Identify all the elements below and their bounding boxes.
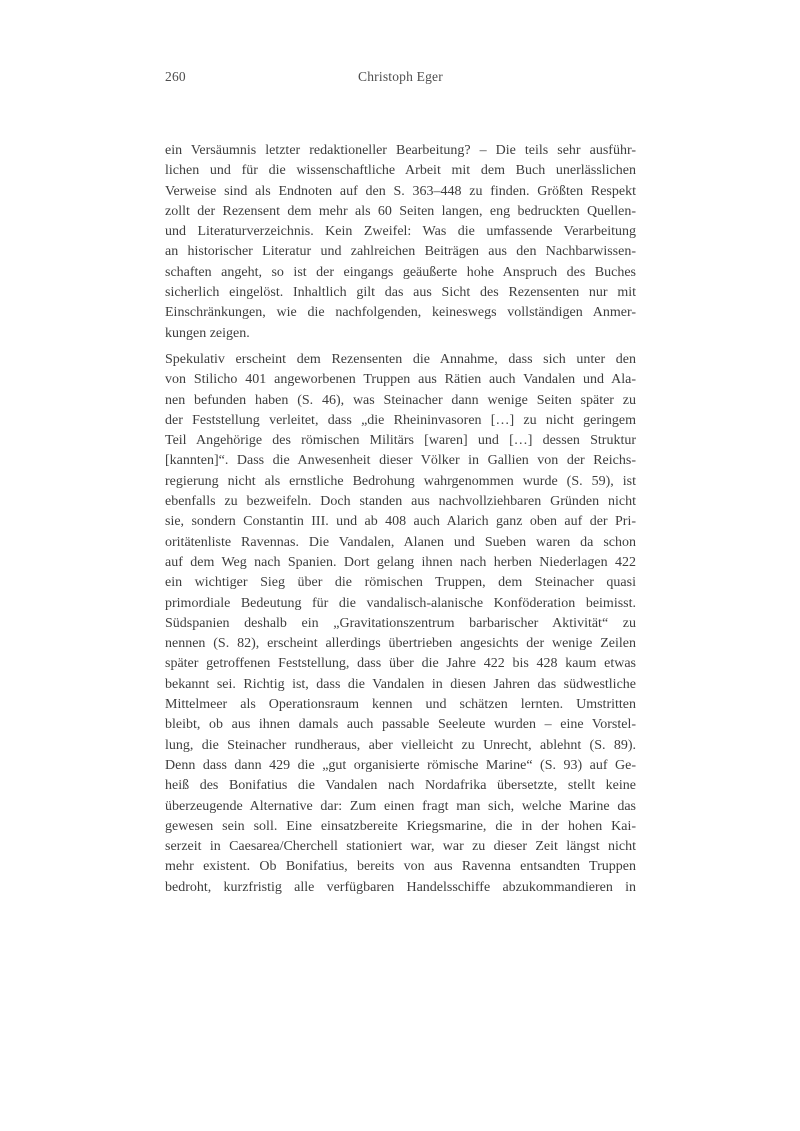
text-line: bekannt sei. Richtig ist, dass die Vandalen in diesen Jahren das südwestliche: [165, 676, 636, 692]
text-line: heiß des Bonifatius die Vandalen nach Nordafrika übersetzte, stellt keine: [165, 778, 636, 794]
page-number: 260: [165, 69, 186, 84]
page-header: [165, 69, 636, 85]
text-line: ebenfalls zu bezweifeln. Doch standen aus nachvollziehbaren Gründen nicht: [165, 494, 636, 510]
text-line: ein Versäumnis letzter redaktioneller Bearbeitung? – Die teils sehr ausführ-: [165, 143, 636, 158]
text-line: sicherlich eingelöst. Inhaltlich gilt das aus Sicht des Rezensenten nur mit: [165, 285, 636, 301]
text-line: gewesen sein soll. Eine einsatzbereite Kriegsmarine, die in der hohen Kai-: [165, 818, 636, 834]
running-header-author: Christoph Eger: [358, 69, 443, 84]
text-line: Einschränkungen, wie die nachfolgenden, keineswegs vollständigen Anmer-: [165, 305, 636, 321]
text-line: und Literaturverzeichnis. Kein Zweifel: Was die umfassende Verarbeitung: [165, 224, 636, 240]
text-line: nen befunden haben (S. 46), was Steinacher dann wenige Seiten später zu: [165, 392, 636, 408]
text-line: schaften angeht, so ist der eingangs geäußerte hohe Anspruch des Buches: [165, 264, 636, 280]
text-line: bleibt, ob aus ihnen damals auch passable Seeleute wurden – eine Vorstel-: [165, 717, 636, 733]
paragraph-2: [165, 350, 636, 898]
text-line: ein wichtiger Sieg über die römischen Truppen, dem Steinacher quasi: [165, 575, 636, 591]
text-line: lung, die Steinacher rundheraus, aber vielleicht zu Unrecht, ablehnt (S. 89).: [165, 737, 636, 753]
text-line: später getroffenen Feststellung, dass über die Jahre 422 bis 428 kaum etwas: [165, 656, 636, 672]
text-line: nennen (S. 82), erscheint allerdings übertrieben angesichts der wenige Zeilen: [165, 636, 636, 652]
text-line: [kannten]“. Dass die Anwesenheit dieser Völker in Gallien von der Reichs-: [165, 453, 636, 469]
text-line: oritätenliste Ravennas. Die Vandalen, Alanen und Sueben waren da schon: [165, 534, 636, 550]
text-line: an historischer Literatur und zahlreichen Beiträgen aus den Nachbarwissen-: [165, 244, 636, 260]
text-line: zollt der Rezensent dem mehr als 60 Seiten langen, eng bedruckten Quellen-: [165, 203, 636, 219]
text-line: Mittelmeer als Operationsraum kennen und schätzen lernten. Umstritten: [165, 697, 636, 713]
paragraph-1: [165, 141, 636, 344]
text-line: von Stilicho 401 angeworbenen Truppen aus Rätien auch Vandalen und Ala-: [165, 372, 636, 388]
text-line: kungen zeigen.: [165, 325, 250, 341]
text-line: serzeit in Caesarea/Cherchell stationiert war, war zu dieser Zeit längst nicht: [165, 839, 636, 855]
text-line: überzeugende Alternative dar: Zum einen fragt man sich, welche Marine das: [165, 798, 636, 814]
text-line: sie, sondern Constantin III. und ab 408 auch Alarich ganz oben auf der Pri-: [165, 514, 636, 530]
text-line: regierung nicht als ernstliche Bedrohung wahrgenommen wurde (S. 59), ist: [165, 473, 636, 489]
text-line: Teil Angehörige des römischen Militärs [waren] und […] dessen Struktur: [165, 433, 636, 449]
text-line: bedroht, kurzfristig alle verfügbaren Handelsschiffe abzukommandieren in: [165, 879, 636, 895]
text-line: Spekulativ erscheint dem Rezensenten die Annahme, dass sich unter den: [165, 351, 636, 367]
text-line: Südspanien deshalb ein „Gravitationszentrum barbarischer Aktivität“ zu: [165, 615, 636, 631]
text-line: lichen und für die wissenschaftliche Arbeit mit dem Buch unerlässlichen: [165, 163, 636, 179]
text-line: Verweise sind als Endnoten auf den S. 363–448 zu finden. Größten Respekt: [165, 183, 636, 199]
text-line: mehr existent. Ob Bonifatius, bereits von aus Ravenna entsandten Truppen: [165, 859, 636, 875]
text-line: primordiale Bedeutung für die vandalisch-alanische Konföderation beimisst.: [165, 595, 636, 611]
body-text-block: [165, 141, 636, 898]
text-line: der Feststellung verleitet, dass „die Rheininvasoren […] zu nicht geringem: [165, 412, 636, 428]
text-line: auf dem Weg nach Spanien. Dort gelang ihnen nach herben Niederlagen 422: [165, 554, 636, 570]
text-line: Denn dass dann 429 die „gut organisierte römische Marine“ (S. 93) auf Ge-: [165, 757, 636, 773]
